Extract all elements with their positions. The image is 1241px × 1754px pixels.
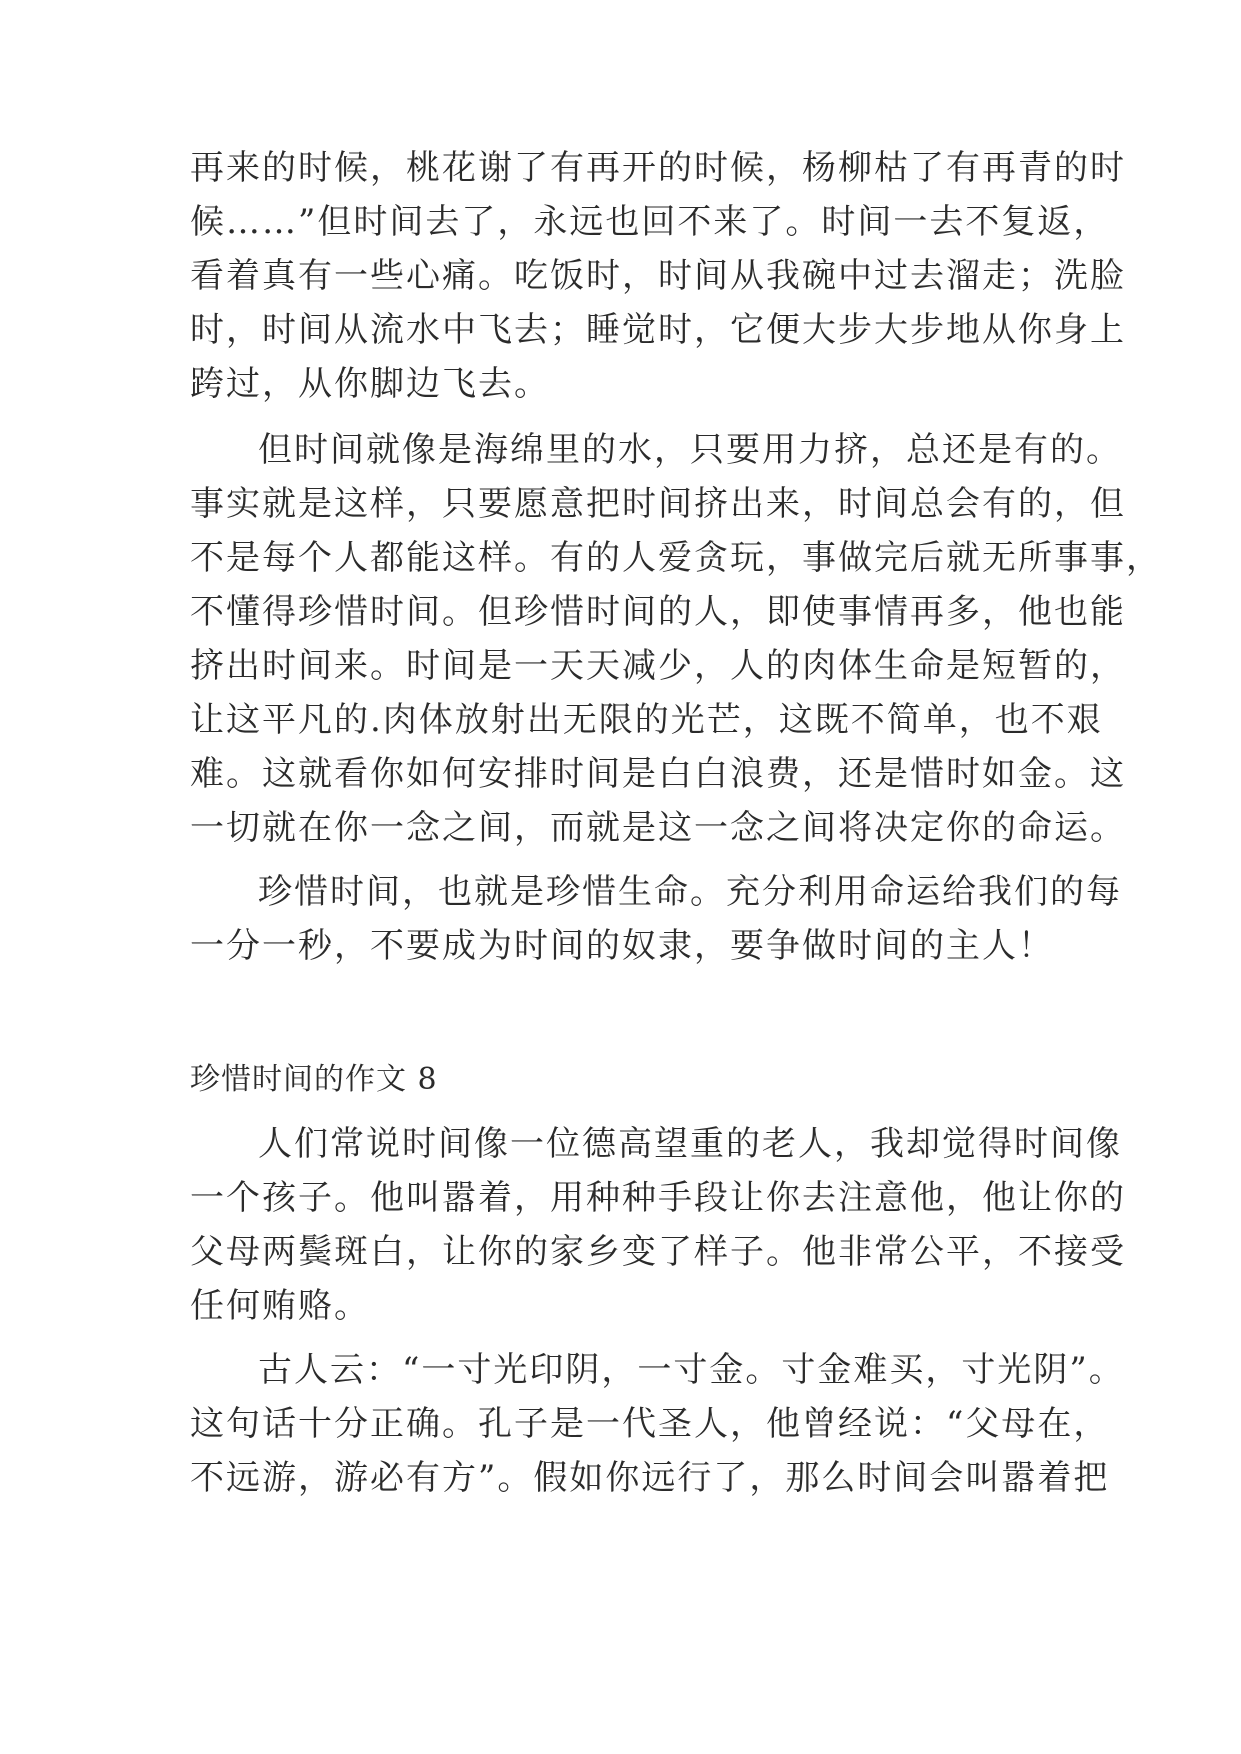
text-line: 不是每个人都能这样。有的人爱贪玩，事做完后就无所事事， xyxy=(190,538,1162,578)
text-line: 一分一秒，不要成为时间的奴隶，要争做时间的主人！ xyxy=(190,926,1054,966)
text-line: 这句话十分正确。孔子是一代圣人，他曾经说：“父母在， xyxy=(190,1404,1110,1444)
text-line: 不远游，游必有方”。假如你远行了，那么时间会叫嚣着把 xyxy=(190,1458,1110,1498)
text-line: 事实就是这样，只要愿意把时间挤出来，时间总会有的，但 xyxy=(190,484,1126,524)
text-line: 珍惜时间，也就是珍惜生命。充分利用命运给我们的每 xyxy=(258,872,1122,912)
text-line: 任何贿赂。 xyxy=(190,1286,370,1326)
text-line: 跨过，从你脚边飞去。 xyxy=(190,364,550,404)
text-line: 让这平凡的.肉体放射出无限的光芒，这既不简单，也不艰 xyxy=(190,700,1103,740)
text-line: 不懂得珍惜时间。但珍惜时间的人，即使事情再多，他也能 xyxy=(190,592,1126,632)
text-line: 候……”但时间去了，永远也回不来了。时间一去不复返， xyxy=(190,202,1110,242)
text-line: 再来的时候，桃花谢了有再开的时候，杨柳枯了有再青的时 xyxy=(190,148,1126,188)
text-line: 看着真有一些心痛。吃饭时，时间从我碗中过去溜走；洗脸 xyxy=(190,256,1126,296)
text-line: 时，时间从流水中飞去；睡觉时，它便大步大步地从你身上 xyxy=(190,310,1126,350)
section-heading: 珍惜时间的作文 8 xyxy=(190,1062,438,1097)
text-line: 挤出时间来。时间是一天天减少，人的肉体生命是短暂的， xyxy=(190,646,1126,686)
text-line: 但时间就像是海绵里的水，只要用力挤，总还是有的。 xyxy=(258,430,1122,470)
text-line: 一切就在你一念之间，而就是这一念之间将决定你的命运。 xyxy=(190,808,1126,848)
text-line: 难。这就看你如何安排时间是白白浪费，还是惜时如金。这 xyxy=(190,754,1126,794)
text-line: 人们常说时间像一位德高望重的老人，我却觉得时间像 xyxy=(258,1124,1122,1164)
text-line: 一个孩子。他叫嚣着，用种种手段让你去注意他，他让你的 xyxy=(190,1178,1126,1218)
text-line: 父母两鬓斑白，让你的家乡变了样子。他非常公平，不接受 xyxy=(190,1232,1126,1272)
text-line: 古人云：“一寸光印阴，一寸金。寸金难买，寸光阴”。 xyxy=(258,1350,1125,1390)
